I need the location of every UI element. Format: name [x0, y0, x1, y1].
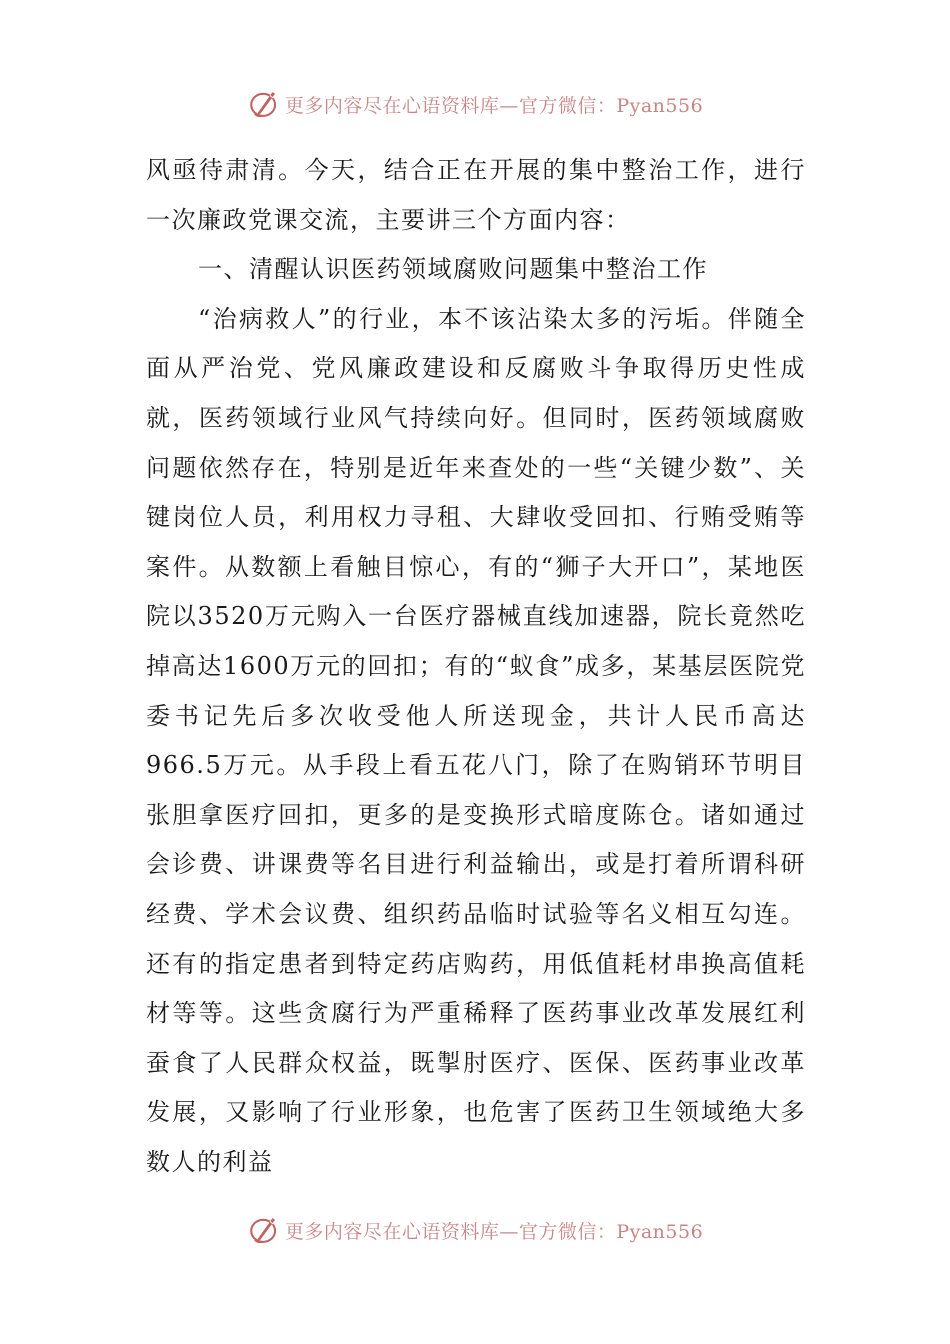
paragraph-continued-intro: 风亟待肃清。今天，结合正在开展的集中整治工作，进行一次廉政党课交流，主要讲三个方面内容：	[146, 156, 806, 234]
quill-pen-logo-icon	[247, 87, 281, 121]
quill-pen-logo-icon	[247, 1213, 281, 1247]
paragraph-body: “治病救人”的行业，本不该沾染太多的污垢。伴随全面从严治党、党风廉政建设和反腐败斗争取得历史性成就，医药领域行业风气持续向好。但同时，医药领域腐败问题依然存在，特别是近年来查处的一些“关键少数”、关键岗位人员，利用权力寻租、大肆收受回扣、行贿受贿等案件。从数额上看触目惊心，有的“狮子大开口”，某地医院以3520万元购入一台医疗器械直线加速器，院长竟然吃掉高达1600万元的回扣；有的“蚁食”成多，某基层医院党委书记先后多次收受他人所送现金，共计人民币高达966.5万元。从手段上看五花八门，除了在购销环节明目张胆拿医疗回扣，更多的是变换形式暗度陈仓。诸如通过会诊费、讲课费等名目进行利益输出，或是打着所谓科研经费、学术会议费、组织药品临时试验等名义相互勾连。还有的指定患者到特定药店购药，用低值耗材串换高值耗材等等。这些贪腐行为严重稀释了医药事业改革发展红利蚕食了人民群众权益，既掣肘医疗、医保、医药事业改革发展，又影响了行业形象，也危害了医药卫生领域绝大多数人的利益	[146, 304, 806, 1176]
document-body	[146, 146, 806, 1187]
footer-banner-text: 更多内容尽在心语资料库—官方微信：Pyan556	[284, 1220, 704, 1243]
header-banner	[0, 84, 950, 124]
footer-banner	[0, 1210, 950, 1250]
section-heading-one: 一、清醒认识医药领域腐败问题集中整治工作	[198, 255, 708, 284]
header-banner-text: 更多内容尽在心语资料库—官方微信：Pyan556	[284, 94, 704, 117]
